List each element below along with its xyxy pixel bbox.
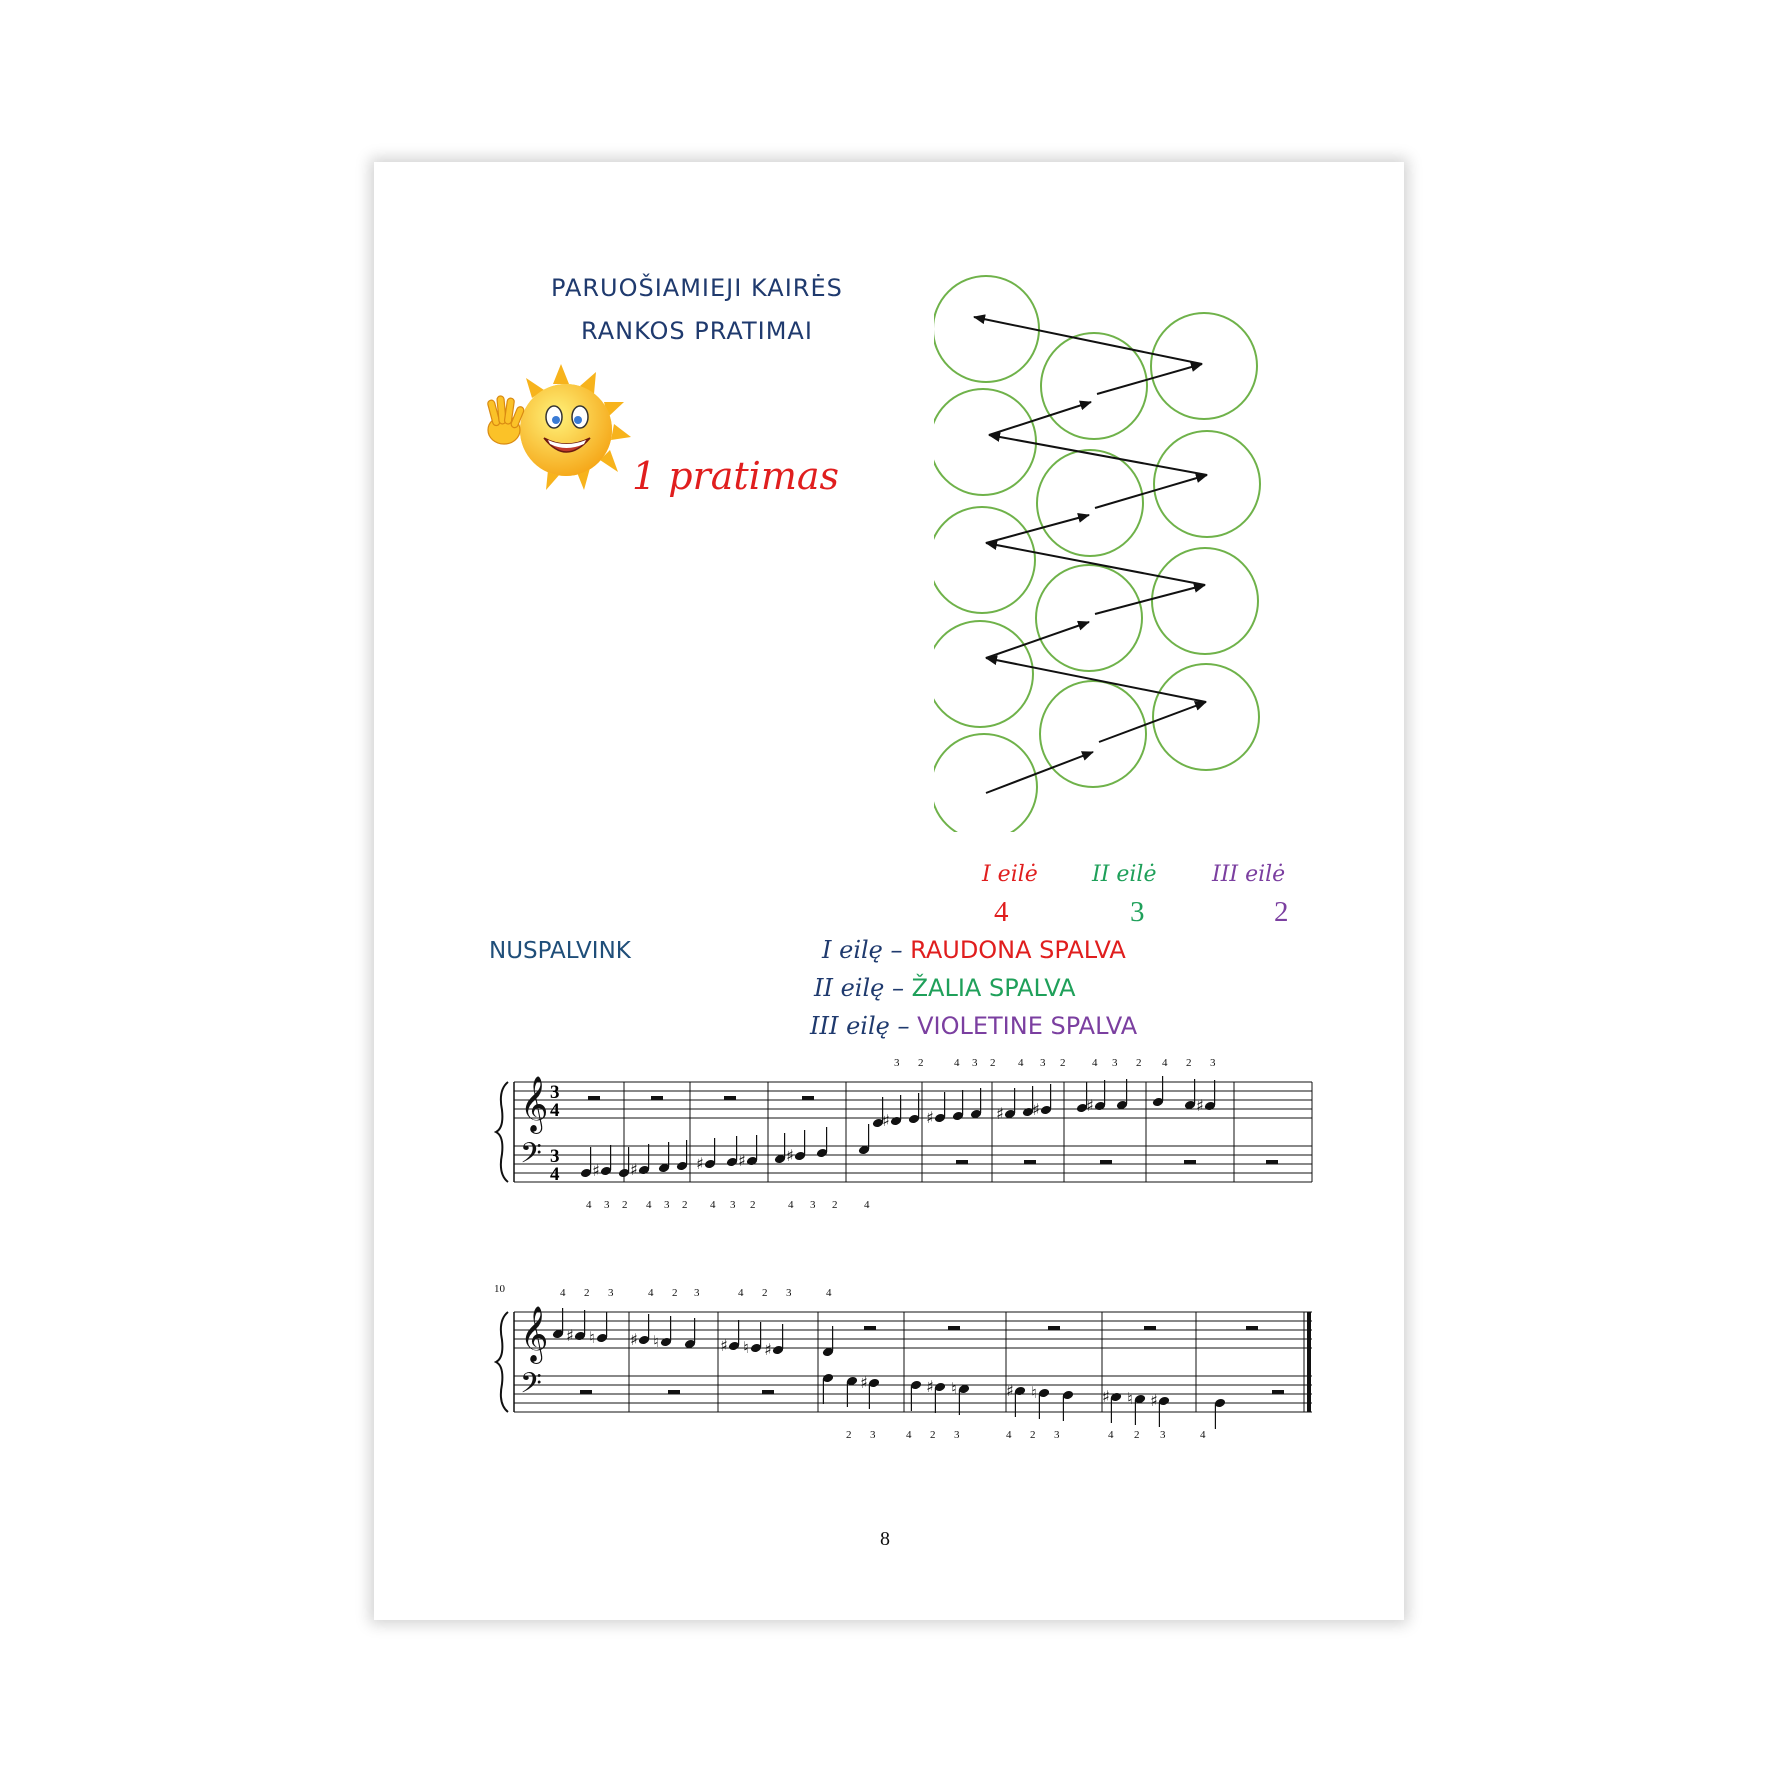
- treble-notes-2: [552, 1308, 834, 1359]
- natural-icon: ♮: [589, 1328, 595, 1347]
- fingering-number: 2: [750, 1199, 756, 1211]
- fingering-number: 4: [954, 1057, 960, 1069]
- bass-fingering-1: [586, 1199, 870, 1211]
- natural-icon: ♮: [1127, 1389, 1133, 1408]
- natural-icon: ♮: [743, 1338, 749, 1357]
- fingering-number: 2: [832, 1199, 838, 1211]
- treble-fingering-2: [560, 1287, 832, 1299]
- circle-row2-3: [1036, 565, 1142, 671]
- sharp-icon: ♯: [738, 1151, 746, 1170]
- sharp-icon: ♯: [1086, 1096, 1094, 1115]
- fingering-number: 3: [894, 1057, 900, 1069]
- natural-icon: ♮: [1031, 1383, 1037, 1402]
- fingering-number: 3: [664, 1199, 670, 1211]
- time-sig-top: 3: [550, 1082, 560, 1103]
- note-head: [1031, 1383, 1050, 1419]
- row-label-3: III eilė: [1212, 862, 1286, 887]
- fingering-number: 4: [826, 1287, 832, 1299]
- time-sig-bottom: 4: [550, 1164, 560, 1185]
- fingering-number: 4: [1006, 1429, 1012, 1441]
- note-head: [630, 1314, 650, 1349]
- natural-icon: ♮: [951, 1379, 957, 1398]
- note-head: [1214, 1398, 1226, 1429]
- row-finger-3: 2: [1274, 896, 1289, 928]
- fingering-number: 2: [1030, 1429, 1036, 1441]
- sharp-icon: ♯: [786, 1146, 794, 1165]
- instructions-title: NUSPALVINK: [489, 938, 631, 964]
- instruction-color-name: VIOLETINE SPALVA: [917, 1012, 1138, 1040]
- fingering-number: 4: [1162, 1057, 1168, 1069]
- treble-notes-1: [872, 1076, 1216, 1130]
- circle-row3-3: [1152, 548, 1258, 654]
- fingering-number: 2: [672, 1287, 678, 1299]
- bass-clef-icon: 𝄢: [520, 1367, 542, 1407]
- note-head: [910, 1380, 922, 1411]
- fingering-number: 2: [930, 1429, 936, 1441]
- sharp-icon: ♯: [926, 1377, 934, 1396]
- note-head: [630, 1144, 650, 1179]
- note-head: [1102, 1387, 1122, 1423]
- fingering-number: 2: [1136, 1057, 1142, 1069]
- row-finger-2: 3: [1130, 896, 1145, 928]
- measure-number: 10: [494, 1283, 505, 1295]
- row-finger-1: 4: [994, 896, 1009, 928]
- sharp-icon: ♯: [764, 1340, 772, 1359]
- instruction-line-3: [810, 1012, 1137, 1040]
- fingering-number: 2: [846, 1429, 852, 1441]
- fingering-number: 3: [1160, 1429, 1166, 1441]
- fingering-number: 2: [584, 1287, 590, 1299]
- note-head: [1116, 1079, 1128, 1110]
- fingering-number: 3: [730, 1199, 736, 1211]
- sharp-icon: ♯: [1006, 1381, 1014, 1400]
- circle-row1-4: [934, 621, 1033, 727]
- sharp-icon: ♯: [996, 1104, 1004, 1123]
- circle-row1-2: [934, 389, 1036, 495]
- circle-row3-1: [1151, 313, 1257, 419]
- fingering-number: 2: [918, 1057, 924, 1069]
- music-system-2: [494, 1270, 1314, 1450]
- note-head: [676, 1140, 688, 1171]
- note-head: [684, 1318, 696, 1349]
- sharp-icon: ♯: [720, 1336, 728, 1355]
- fingering-number: 2: [1134, 1429, 1140, 1441]
- circle-row2-4: [1040, 681, 1146, 787]
- note-head: [764, 1324, 784, 1359]
- fingering-number: 3: [604, 1199, 610, 1211]
- fingering-number: 3: [810, 1199, 816, 1211]
- note-head: [858, 1124, 870, 1155]
- note-head: [786, 1130, 806, 1165]
- note-head: [1150, 1391, 1170, 1427]
- music-system-1: [494, 1050, 1314, 1220]
- fingering-number: 4: [864, 1199, 870, 1211]
- note-head: [1062, 1390, 1074, 1421]
- circle-row1-5: [934, 734, 1037, 832]
- note-head: [1032, 1084, 1052, 1119]
- note-head: [658, 1142, 670, 1173]
- circle-row3-2: [1154, 431, 1260, 537]
- note-head: [951, 1379, 970, 1415]
- circle-diagram: [934, 272, 1314, 832]
- note-head: [592, 1145, 612, 1180]
- fingering-number: 4: [646, 1199, 652, 1211]
- fingering-number: 3: [1210, 1057, 1216, 1069]
- fingering-number: 3: [786, 1287, 792, 1299]
- sharp-icon: ♯: [860, 1373, 868, 1392]
- sharp-icon: ♯: [926, 1108, 934, 1127]
- heading-line-2: RANKOS PRATIMAI: [581, 317, 813, 345]
- page: [374, 162, 1404, 1620]
- natural-icon: ♮: [653, 1332, 659, 1351]
- fingering-number: 4: [710, 1199, 716, 1211]
- sharp-icon: ♯: [1102, 1387, 1110, 1406]
- instruction-color-name: RAUDONA SPALVA: [910, 936, 1126, 964]
- note-head: [1184, 1079, 1196, 1110]
- instruction-prefix: II eilę –: [814, 974, 912, 1002]
- fingering-number: 4: [906, 1429, 912, 1441]
- row-label-2: II eilė: [1092, 862, 1157, 887]
- fingering-number: 3: [608, 1287, 614, 1299]
- note-head: [738, 1135, 758, 1170]
- sharp-icon: ♯: [1196, 1096, 1204, 1115]
- fingering-number: 2: [682, 1199, 688, 1211]
- fingering-number: 2: [1186, 1057, 1192, 1069]
- instruction-line-1: [822, 936, 1126, 964]
- fingering-number: 2: [762, 1287, 768, 1299]
- instruction-prefix: III eilę –: [810, 1012, 918, 1040]
- sharp-icon: ♯: [630, 1160, 638, 1179]
- note-head: [970, 1088, 982, 1119]
- fingering-number: 4: [1092, 1057, 1098, 1069]
- time-sig-bottom: 4: [550, 1100, 560, 1121]
- note-head: [1152, 1076, 1164, 1107]
- instruction-prefix: I eilę –: [822, 936, 911, 964]
- circle-row2-2: [1037, 450, 1143, 556]
- exercise-title: 1 pratimas: [632, 454, 840, 498]
- note-head: [822, 1326, 834, 1357]
- circle-row1-3: [934, 507, 1035, 613]
- sharp-icon: ♯: [630, 1330, 638, 1349]
- bass-notes-1: [580, 1124, 870, 1180]
- fingering-number: 4: [586, 1199, 592, 1211]
- sharp-icon: ♯: [592, 1161, 600, 1180]
- fingering-number: 2: [622, 1199, 628, 1211]
- treble-fingering-1: [894, 1057, 1216, 1069]
- sharp-icon: ♯: [1032, 1100, 1040, 1119]
- fingering-number: 3: [694, 1287, 700, 1299]
- note-head: [952, 1090, 964, 1121]
- sharp-icon: ♯: [566, 1326, 574, 1345]
- fingering-number: 4: [738, 1287, 744, 1299]
- note-head: [926, 1377, 946, 1413]
- note-head: [566, 1310, 586, 1345]
- fingering-number: 2: [990, 1057, 996, 1069]
- fingering-number: 4: [648, 1287, 654, 1299]
- fingering-number: 3: [1054, 1429, 1060, 1441]
- sharp-icon: ♯: [696, 1154, 704, 1173]
- fingering-number: 4: [1200, 1429, 1206, 1441]
- fingering-number: 4: [560, 1287, 566, 1299]
- circle-row1-1: [934, 276, 1039, 382]
- instruction-line-2: [814, 974, 1076, 1002]
- fingering-number: 4: [1108, 1429, 1114, 1441]
- bass-notes-2: [822, 1373, 1226, 1429]
- heading-line-1: PARUOŠIAMIEJI KAIRĖS: [551, 274, 843, 302]
- note-head: [816, 1127, 828, 1158]
- row-label-1: I eilė: [982, 862, 1038, 887]
- page-number: 8: [880, 1528, 890, 1550]
- treble-clef-icon: 𝄞: [520, 1306, 549, 1362]
- fingering-number: 2: [1060, 1057, 1066, 1069]
- note-head: [1086, 1080, 1106, 1115]
- bass-fingering-2: [846, 1429, 1206, 1441]
- note-head: [720, 1320, 740, 1355]
- fingering-number: 3: [972, 1057, 978, 1069]
- bass-clef-icon: 𝄢: [520, 1137, 542, 1177]
- fingering-number: 3: [870, 1429, 876, 1441]
- circle-row3-4: [1153, 664, 1259, 770]
- note-head: [726, 1136, 738, 1167]
- sharp-icon: ♯: [882, 1111, 890, 1130]
- treble-clef-icon: 𝄞: [520, 1076, 549, 1132]
- note-head: [580, 1147, 592, 1178]
- note-head: [1196, 1080, 1216, 1115]
- time-sig-top: 3: [550, 1146, 560, 1167]
- note-head: [552, 1308, 564, 1339]
- waving-sun-icon: [486, 362, 636, 492]
- note-head: [846, 1376, 858, 1407]
- note-head: [822, 1373, 834, 1404]
- fingering-number: 3: [1040, 1057, 1046, 1069]
- fingering-number: 4: [1018, 1057, 1024, 1069]
- note-head: [774, 1133, 786, 1164]
- fingering-number: 3: [1112, 1057, 1118, 1069]
- sharp-icon: ♯: [1150, 1391, 1158, 1410]
- note-head: [860, 1373, 880, 1409]
- instruction-color-name: ŽALIA SPALVA: [911, 974, 1076, 1002]
- fingering-number: 4: [788, 1199, 794, 1211]
- fingering-number: 3: [954, 1429, 960, 1441]
